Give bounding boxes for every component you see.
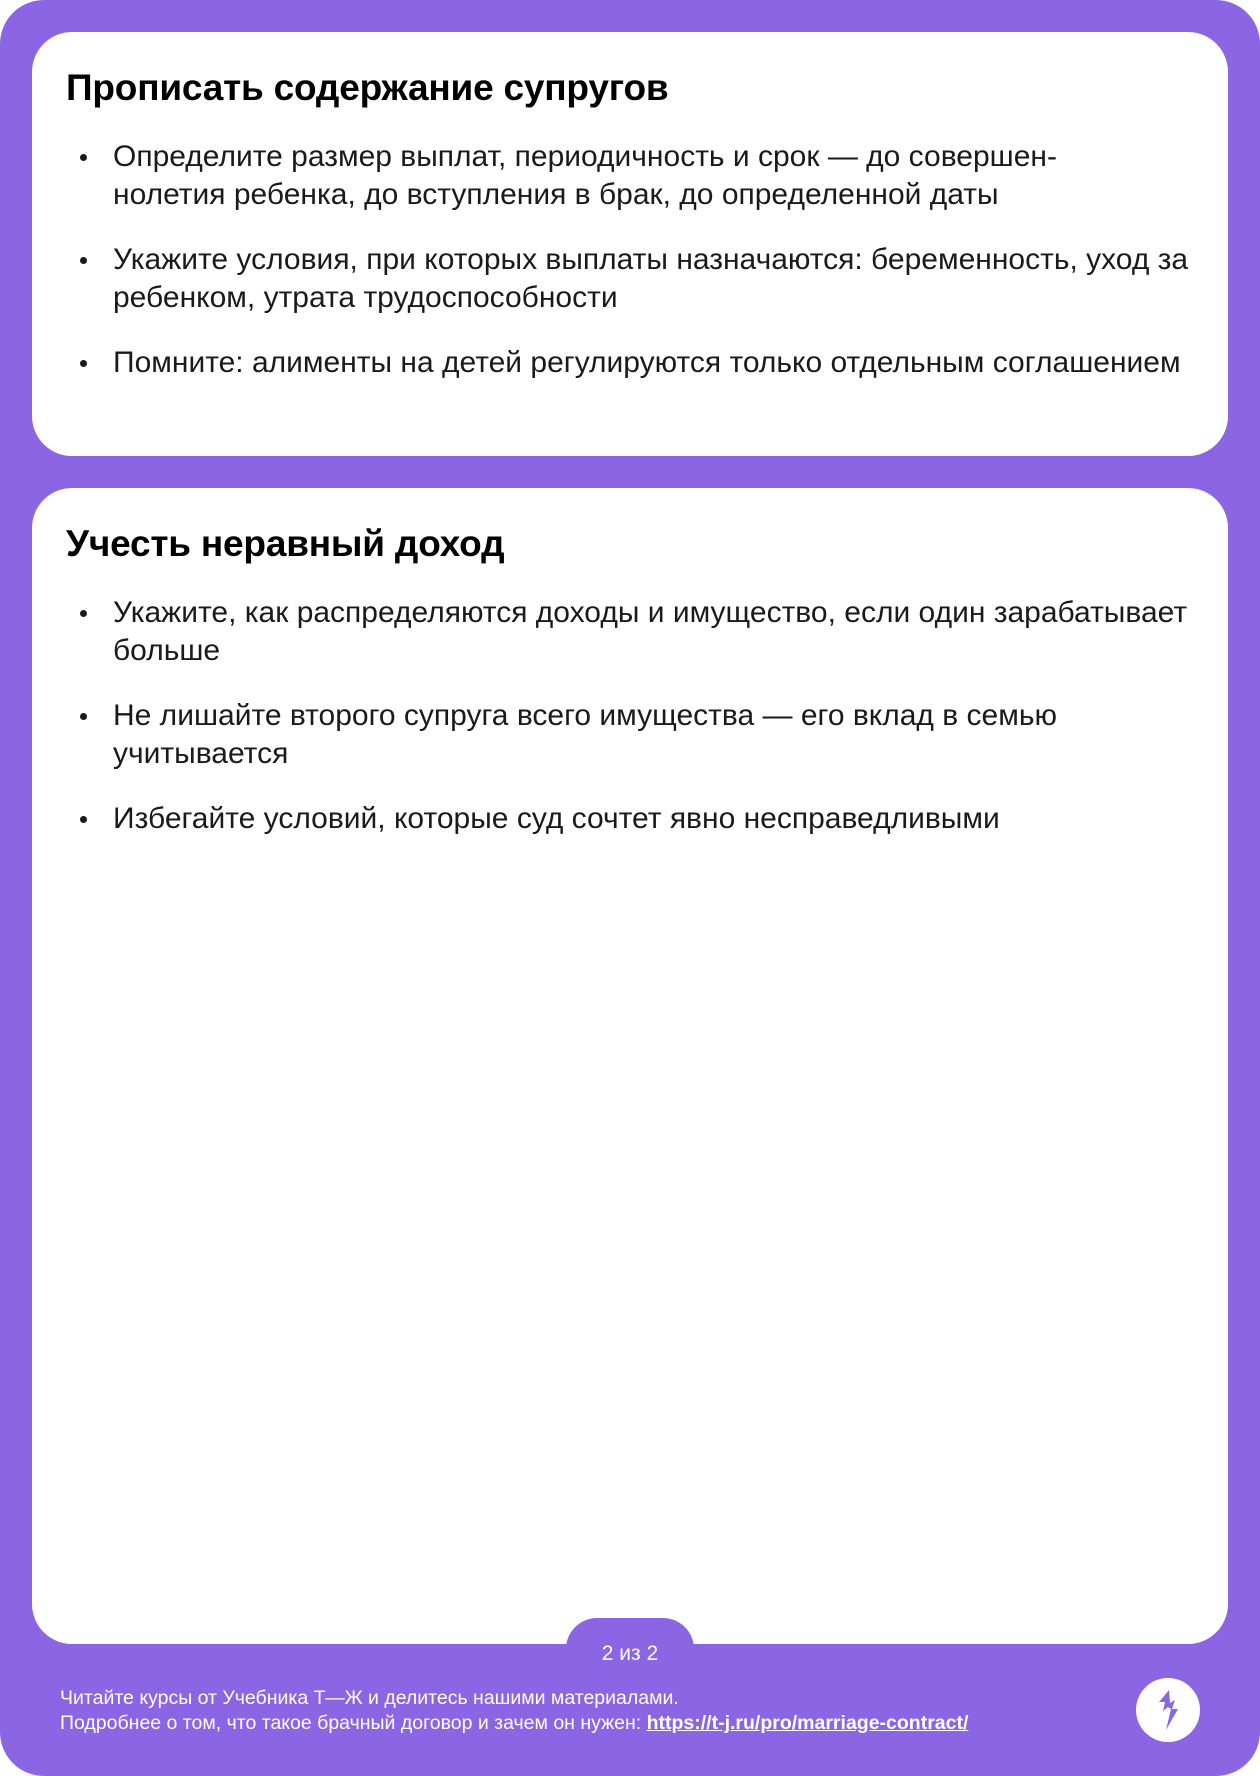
card-spousal-support [32,32,1228,456]
article-link[interactable]: https://t-j.ru/pro/marriage-contract/ [646,1712,969,1734]
bullet-icon [80,610,87,617]
list-item [66,138,1194,214]
bullet-icon [80,816,87,823]
list-item-text: Укажите условия, при которых выплаты назначаются: беременность, уход за ребенком, утрата трудоспособности [113,243,1189,315]
list-item-text: Помните: алименты на детей регулируются только отдельным соглашением [113,346,1181,380]
card-unequal-income [32,488,1228,1644]
card-title: Прописать содержание супругов [66,67,669,108]
lightning-icon [1136,1678,1200,1742]
list-item [66,344,1194,382]
list-item [66,594,1194,670]
list-item-text: Определите размер выплат, периодичность и срок — до совершен- нолетия ребенка, до вступления в брак, до определенной даты [113,140,1057,212]
footer-line-courses: Читайте курсы от Учебника Т—Ж и делитесь нашими материалами. [60,1687,679,1709]
bullet-list [66,594,1194,838]
bullet-icon [80,360,87,367]
list-item [66,241,1194,317]
footer [60,1686,968,1736]
bullet-list [66,138,1194,382]
bullet-icon [80,257,87,264]
list-item-text: Избегайте условий, которые суд сочтет явно несправедливыми [113,802,1000,836]
brand-logo[interactable] [1136,1678,1200,1742]
footer-line-more [60,1711,968,1736]
bullet-icon [80,713,87,720]
card-title: Учесть неравный доход [66,523,505,564]
footer-more-text: Подробнее о том, что такое брачный договор и зачем он нужен: [60,1712,647,1734]
page-indicator: 2 из 2 [566,1618,694,1680]
list-item [66,800,1194,838]
list-item-text: Укажите, как распределяются доходы и имущество, если один зарабатывает больше [113,596,1188,668]
list-item-text: Не лишайте второго супруга всего имущества — его вклад в семью учитывается [113,699,1057,771]
list-item [66,697,1194,773]
bullet-icon [80,154,87,161]
